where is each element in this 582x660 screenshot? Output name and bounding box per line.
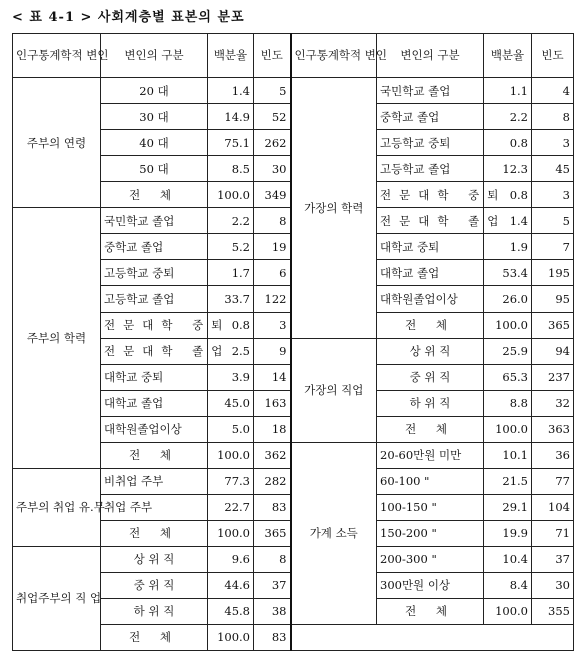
frequency-cell: 19 — [254, 234, 291, 260]
category-cell: 대학교 중퇴 — [377, 234, 484, 260]
category-cell: 대학교 중퇴 — [101, 364, 208, 390]
percent-cell: 45.0 — [208, 390, 254, 416]
frequency-cell: 282 — [254, 468, 291, 494]
percent-cell: 2.2 — [484, 104, 532, 130]
percent-cell: 1.4 — [208, 78, 254, 104]
header-group-left: 인구통계학적 변인 — [13, 34, 101, 78]
percent-cell: 9.6 — [208, 546, 254, 572]
group-label-right: 가계 소득 — [291, 442, 377, 624]
frequency-cell: 3 — [532, 130, 574, 156]
frequency-cell: 8 — [254, 208, 291, 234]
percent-cell: 19.9 — [484, 520, 532, 546]
category-cell: 중학교 졸업 — [101, 234, 208, 260]
header-category-right: 변인의 구분 — [377, 34, 484, 78]
category-cell: 고등학교 중퇴 — [377, 130, 484, 156]
percent-cell: 8.5 — [208, 156, 254, 182]
category-cell: 전 체 — [101, 182, 208, 208]
percent-cell: 1.9 — [484, 234, 532, 260]
table-caption: < 표 4-1 > 사회계층별 표본의 분포 — [12, 10, 245, 25]
frequency-cell: 365 — [532, 312, 574, 338]
category-cell: 전 체 — [101, 520, 208, 546]
frequency-cell: 38 — [254, 598, 291, 624]
category-cell: 상 위 직 — [101, 546, 208, 572]
frequency-cell: 83 — [254, 624, 291, 650]
category-cell: 국민학교 졸업 — [377, 78, 484, 104]
frequency-cell: 14 — [254, 364, 291, 390]
percent-cell: 1.4 — [484, 208, 532, 234]
header-row — [13, 34, 574, 78]
category-cell: 취업 주부 — [101, 494, 208, 520]
category-cell: 300만원 이상 — [377, 572, 484, 598]
percent-cell: 10.1 — [484, 442, 532, 468]
category-cell: 전 체 — [101, 442, 208, 468]
frequency-cell: 237 — [532, 364, 574, 390]
category-cell: 고등학교 졸업 — [101, 286, 208, 312]
percent-cell: 0.8 — [208, 312, 254, 338]
frequency-cell: 8 — [254, 546, 291, 572]
frequency-cell: 163 — [254, 390, 291, 416]
category-cell: 상 위 직 — [377, 338, 484, 364]
category-cell: 중 위 직 — [101, 572, 208, 598]
frequency-cell: 18 — [254, 416, 291, 442]
percent-cell: 65.3 — [484, 364, 532, 390]
category-cell: 하 위 직 — [377, 390, 484, 416]
percent-cell: 8.8 — [484, 390, 532, 416]
frequency-cell: 262 — [254, 130, 291, 156]
frequency-cell: 7 — [532, 234, 574, 260]
category-cell: 60-100 " — [377, 468, 484, 494]
percent-cell: 1.1 — [484, 78, 532, 104]
frequency-cell: 5 — [532, 208, 574, 234]
frequency-cell: 195 — [532, 260, 574, 286]
category-cell: 전 체 — [377, 598, 484, 624]
category-cell: 대학교 졸업 — [101, 390, 208, 416]
group-label-left: 주부의 취업 유.무 — [13, 468, 101, 546]
percent-cell: 12.3 — [484, 156, 532, 182]
category-cell: 150-200 " — [377, 520, 484, 546]
group-label-left: 주부의 연령 — [13, 78, 101, 208]
frequency-cell: 30 — [532, 572, 574, 598]
empty-cell — [291, 624, 574, 650]
header-percent-left: 백분율 — [208, 34, 254, 78]
frequency-cell: 37 — [254, 572, 291, 598]
frequency-cell: 37 — [532, 546, 574, 572]
percent-cell: 10.4 — [484, 546, 532, 572]
percent-cell: 25.9 — [484, 338, 532, 364]
frequency-cell: 8 — [532, 104, 574, 130]
percent-cell: 21.5 — [484, 468, 532, 494]
category-cell: 전 체 — [377, 416, 484, 442]
frequency-cell: 77 — [532, 468, 574, 494]
category-cell: 전문대학 졸업 — [101, 338, 208, 364]
percent-cell: 45.8 — [208, 598, 254, 624]
percent-cell: 100.0 — [208, 182, 254, 208]
frequency-cell: 32 — [532, 390, 574, 416]
percent-cell: 100.0 — [484, 598, 532, 624]
frequency-cell: 83 — [254, 494, 291, 520]
frequency-cell: 9 — [254, 338, 291, 364]
category-cell: 200-300 " — [377, 546, 484, 572]
header-category-left: 변인의 구분 — [101, 34, 208, 78]
category-cell: 대학원졸업이상 — [377, 286, 484, 312]
category-cell: 20 대 — [101, 78, 208, 104]
category-cell: 고등학교 중퇴 — [101, 260, 208, 286]
percent-cell: 5.0 — [208, 416, 254, 442]
frequency-cell: 3 — [532, 182, 574, 208]
frequency-cell: 365 — [254, 520, 291, 546]
percent-cell: 77.3 — [208, 468, 254, 494]
frequency-cell: 36 — [532, 442, 574, 468]
frequency-cell: 363 — [532, 416, 574, 442]
header-group-right: 인구통계학적 변인 — [291, 34, 377, 78]
percent-cell: 22.7 — [208, 494, 254, 520]
group-label-left: 주부의 학력 — [13, 208, 101, 468]
category-cell: 중학교 졸업 — [377, 104, 484, 130]
percent-cell: 8.4 — [484, 572, 532, 598]
header-percent-right: 백분율 — [484, 34, 532, 78]
frequency-cell: 52 — [254, 104, 291, 130]
percent-cell: 29.1 — [484, 494, 532, 520]
frequency-cell: 104 — [532, 494, 574, 520]
category-cell: 100-150 " — [377, 494, 484, 520]
percent-cell: 100.0 — [208, 520, 254, 546]
group-label-left: 취업주부의 직 업 — [13, 546, 101, 650]
category-cell: 전 체 — [377, 312, 484, 338]
percent-cell: 14.9 — [208, 104, 254, 130]
frequency-cell: 6 — [254, 260, 291, 286]
category-cell: 고등학교 졸업 — [377, 156, 484, 182]
category-cell: 대학교 졸업 — [377, 260, 484, 286]
header-frequency-left: 빈도 — [254, 34, 291, 78]
distribution-table — [12, 33, 574, 651]
frequency-cell: 349 — [254, 182, 291, 208]
percent-cell: 0.8 — [484, 182, 532, 208]
category-cell: 전문대학 졸업 — [377, 208, 484, 234]
category-cell: 50 대 — [101, 156, 208, 182]
percent-cell: 33.7 — [208, 286, 254, 312]
frequency-cell: 94 — [532, 338, 574, 364]
group-label-right: 가장의 직업 — [291, 338, 377, 442]
category-cell: 전 체 — [101, 624, 208, 650]
frequency-cell: 4 — [532, 78, 574, 104]
frequency-cell: 355 — [532, 598, 574, 624]
category-cell: 하 위 직 — [101, 598, 208, 624]
category-cell: 전문대학 중퇴 — [377, 182, 484, 208]
header-frequency-right: 빈도 — [532, 34, 574, 78]
percent-cell: 5.2 — [208, 234, 254, 260]
percent-cell: 0.8 — [484, 130, 532, 156]
percent-cell: 44.6 — [208, 572, 254, 598]
category-cell: 전문대학 중퇴 — [101, 312, 208, 338]
percent-cell: 75.1 — [208, 130, 254, 156]
percent-cell: 3.9 — [208, 364, 254, 390]
frequency-cell: 71 — [532, 520, 574, 546]
percent-cell: 100.0 — [484, 416, 532, 442]
percent-cell: 26.0 — [484, 286, 532, 312]
category-cell: 40 대 — [101, 130, 208, 156]
percent-cell: 2.5 — [208, 338, 254, 364]
percent-cell: 100.0 — [208, 624, 254, 650]
frequency-cell: 30 — [254, 156, 291, 182]
frequency-cell: 362 — [254, 442, 291, 468]
category-cell: 비취업 주부 — [101, 468, 208, 494]
category-cell: 중 위 직 — [377, 364, 484, 390]
frequency-cell: 95 — [532, 286, 574, 312]
percent-cell: 100.0 — [484, 312, 532, 338]
frequency-cell: 3 — [254, 312, 291, 338]
frequency-cell: 122 — [254, 286, 291, 312]
percent-cell: 53.4 — [484, 260, 532, 286]
frequency-cell: 45 — [532, 156, 574, 182]
category-cell: 대학원졸업이상 — [101, 416, 208, 442]
group-label-right: 가장의 학력 — [291, 78, 377, 338]
category-cell: 20-60만원 미만 — [377, 442, 484, 468]
category-cell: 국민학교 졸업 — [101, 208, 208, 234]
frequency-cell: 5 — [254, 78, 291, 104]
table-row — [13, 78, 574, 104]
category-cell: 30 대 — [101, 104, 208, 130]
percent-cell: 2.2 — [208, 208, 254, 234]
percent-cell: 1.7 — [208, 260, 254, 286]
percent-cell: 100.0 — [208, 442, 254, 468]
